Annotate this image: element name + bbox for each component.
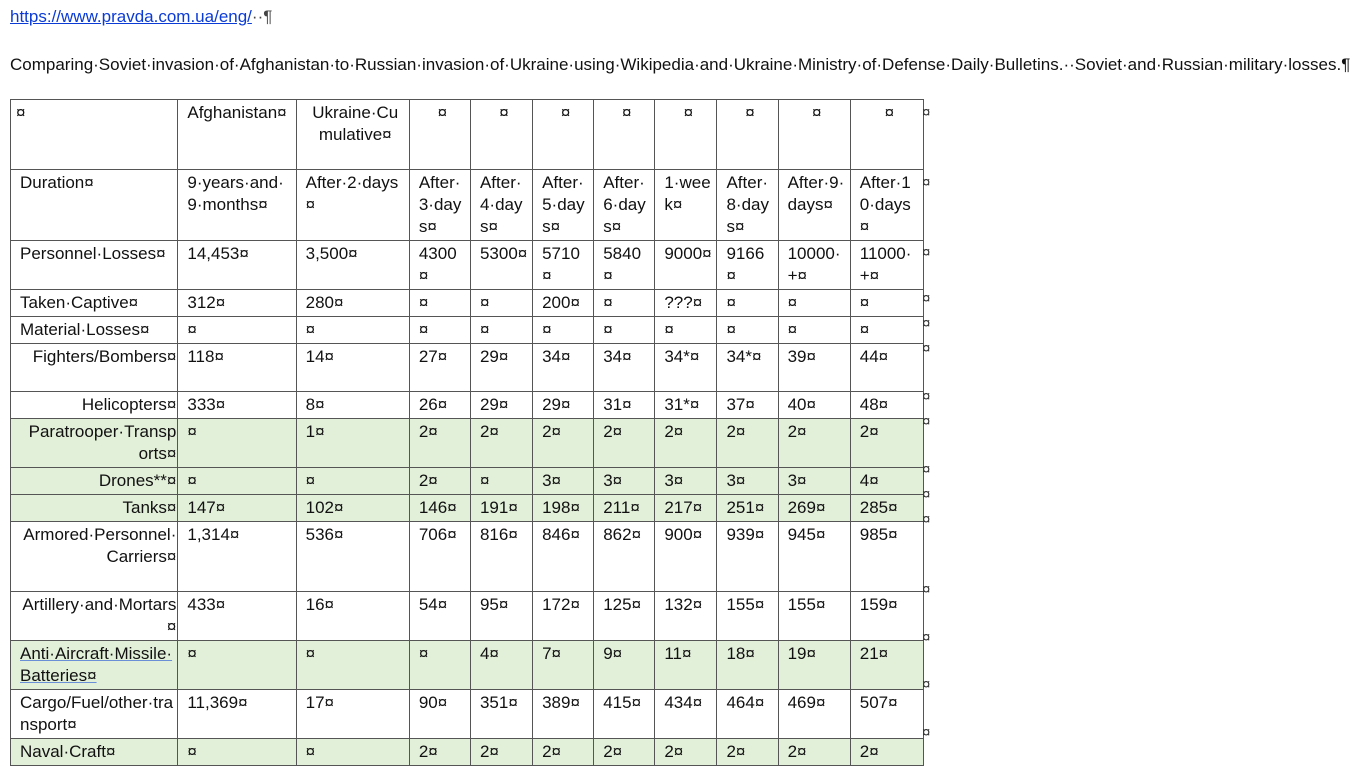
table-cell: 862¤ xyxy=(594,522,655,592)
table-cell: 125¤ xyxy=(594,592,655,641)
table-cell: 2¤ xyxy=(778,739,850,766)
table-cell: 1¤ xyxy=(296,419,409,468)
table-cell: 251¤ xyxy=(717,495,778,522)
table-cell: ¤ xyxy=(178,468,296,495)
table-row-duration xyxy=(11,170,924,241)
table-cell: 469¤ xyxy=(778,690,850,739)
table-cell: 8¤ xyxy=(296,392,409,419)
table-cell: After·10·days¤ xyxy=(850,170,923,241)
table-cell: 9·years·and·9·months¤ xyxy=(178,170,296,241)
table-cell: 34¤ xyxy=(533,344,594,392)
table-cell: ¤ xyxy=(296,317,409,344)
table-cell: After·3·days¤ xyxy=(409,170,470,241)
table-cell: ¤ xyxy=(778,317,850,344)
table-cell: 18¤ xyxy=(717,641,778,690)
losses-table xyxy=(10,99,924,766)
row-label: Drones**¤ xyxy=(11,468,178,495)
table-cell: 147¤ xyxy=(178,495,296,522)
table-cell: 285¤ xyxy=(850,495,923,522)
table-cell: 11,369¤ xyxy=(178,690,296,739)
table-cell: 434¤ xyxy=(655,690,717,739)
row-end-mark: ¤ xyxy=(922,388,931,405)
table-cell: 16¤ xyxy=(296,592,409,641)
row-label: Cargo/Fuel/other·transport¤ xyxy=(11,690,178,739)
table-cell: 95¤ xyxy=(470,592,532,641)
table-cell: 2¤ xyxy=(655,739,717,766)
row-end-mark: ¤ xyxy=(922,629,931,646)
table-cell: 27¤ xyxy=(409,344,470,392)
table-cell: 389¤ xyxy=(533,690,594,739)
table-cell: ¤ xyxy=(717,290,778,317)
table-cell: 17¤ xyxy=(296,690,409,739)
table-cell: 945¤ xyxy=(778,522,850,592)
table-cell: 2¤ xyxy=(717,739,778,766)
table-cell: 26¤ xyxy=(409,392,470,419)
row-label: Artillery·and·Mortars¤ xyxy=(11,592,178,641)
table-cell: 312¤ xyxy=(178,290,296,317)
table-cell: 198¤ xyxy=(533,495,594,522)
table-cell: 507¤ xyxy=(850,690,923,739)
table-cell: 29¤ xyxy=(470,344,532,392)
row-end-mark: ¤ xyxy=(922,104,931,121)
table-cell: 2¤ xyxy=(594,419,655,468)
table-cell: ¤ xyxy=(655,317,717,344)
table-cell: 39¤ xyxy=(778,344,850,392)
table-cell: 40¤ xyxy=(778,392,850,419)
table-cell: 34*¤ xyxy=(717,344,778,392)
table-cell: 132¤ xyxy=(655,592,717,641)
table-cell: 155¤ xyxy=(717,592,778,641)
table-cell: 9¤ xyxy=(594,641,655,690)
row-label: Personnel·Losses¤ xyxy=(11,241,178,290)
table-cell: 146¤ xyxy=(409,495,470,522)
row-label: Fighters/Bombers¤ xyxy=(11,344,178,392)
table-cell: 2¤ xyxy=(409,419,470,468)
table-cell: 172¤ xyxy=(533,592,594,641)
table-cell: 2¤ xyxy=(655,419,717,468)
table-header-row xyxy=(11,100,924,170)
row-end-mark: ¤ xyxy=(922,244,931,261)
row-end-mark: ¤ xyxy=(922,461,931,478)
table-cell: 2¤ xyxy=(470,739,532,766)
table-cell: 2¤ xyxy=(409,468,470,495)
table-row-tanks xyxy=(11,495,924,522)
row-label: Material·Losses¤ xyxy=(11,317,178,344)
table-cell: 846¤ xyxy=(533,522,594,592)
row-end-mark: ¤ xyxy=(922,340,931,357)
table-cell: 269¤ xyxy=(778,495,850,522)
row-label: Paratrooper·Transports¤ xyxy=(11,419,178,468)
table-cell: 1·week¤ xyxy=(655,170,717,241)
row-label: Naval·Craft¤ xyxy=(11,739,178,766)
table-cell: 464¤ xyxy=(717,690,778,739)
table-row-drones xyxy=(11,468,924,495)
table-cell: ¤ xyxy=(850,317,923,344)
row-label: Taken·Captive¤ xyxy=(11,290,178,317)
table-cell: 191¤ xyxy=(470,495,532,522)
table-cell: 536¤ xyxy=(296,522,409,592)
table-cell: 31¤ xyxy=(594,392,655,419)
table-cell: ¤ xyxy=(533,317,594,344)
table-cell: 200¤ xyxy=(533,290,594,317)
table-cell: 2¤ xyxy=(409,739,470,766)
table-cell: 4¤ xyxy=(850,468,923,495)
row-end-mark: ¤ xyxy=(922,581,931,598)
table-cell: ¤ xyxy=(296,739,409,766)
header-cell: Afghanistan¤ xyxy=(178,100,296,170)
table-row-anti-aircraft xyxy=(11,641,924,690)
table-cell: ¤ xyxy=(594,317,655,344)
table-cell: 2¤ xyxy=(850,739,923,766)
table-cell: 939¤ xyxy=(717,522,778,592)
row-end-mark: ¤ xyxy=(922,413,931,430)
table-cell: 155¤ xyxy=(778,592,850,641)
table-cell: 31*¤ xyxy=(655,392,717,419)
table-cell: 29¤ xyxy=(533,392,594,419)
table-cell: 44¤ xyxy=(850,344,923,392)
table-cell: ¤ xyxy=(409,317,470,344)
row-label: Anti·Aircraft·Missile·Batteries¤ xyxy=(11,641,178,690)
table-row-naval xyxy=(11,739,924,766)
header-cell: ¤ xyxy=(470,100,532,170)
header-cell: Ukraine·Cumulative¤ xyxy=(296,100,409,170)
table-cell: 2¤ xyxy=(533,419,594,468)
table-cell: ¤ xyxy=(470,468,532,495)
table-cell: 211¤ xyxy=(594,495,655,522)
table-cell: 2¤ xyxy=(470,419,532,468)
table-cell: ¤ xyxy=(178,317,296,344)
header-cell: ¤ xyxy=(655,100,717,170)
table-cell: 10000·+¤ xyxy=(778,241,850,290)
row-end-mark: ¤ xyxy=(922,511,931,528)
table-cell: 3¤ xyxy=(717,468,778,495)
table-cell: 48¤ xyxy=(850,392,923,419)
table-cell: 4300¤ xyxy=(409,241,470,290)
table-cell: After·5·days¤ xyxy=(533,170,594,241)
table-cell: After·9·days¤ xyxy=(778,170,850,241)
table-cell: After·4·days¤ xyxy=(470,170,532,241)
table-cell: 118¤ xyxy=(178,344,296,392)
table-row-helicopters xyxy=(11,392,924,419)
table-cell: ¤ xyxy=(409,290,470,317)
row-end-mark: ¤ xyxy=(922,486,931,503)
table-cell: ¤ xyxy=(470,317,532,344)
table-cell: 14,453¤ xyxy=(178,241,296,290)
table-cell: ¤ xyxy=(470,290,532,317)
table-cell: 3¤ xyxy=(778,468,850,495)
table-cell: 21¤ xyxy=(850,641,923,690)
table-row-captive xyxy=(11,290,924,317)
table-cell: 3¤ xyxy=(594,468,655,495)
table-row-cargo xyxy=(11,690,924,739)
table-cell: ¤ xyxy=(594,290,655,317)
table-cell: 1,314¤ xyxy=(178,522,296,592)
table-cell: ¤ xyxy=(296,641,409,690)
table-cell: ¤ xyxy=(850,290,923,317)
row-end-mark: ¤ xyxy=(922,676,931,693)
table-cell: ¤ xyxy=(296,468,409,495)
table-cell: 3¤ xyxy=(655,468,717,495)
table-cell: 985¤ xyxy=(850,522,923,592)
source-link[interactable]: https://www.pravda.com.ua/eng/ xyxy=(10,7,252,26)
table-cell: After·2·days¤ xyxy=(296,170,409,241)
table-row-fighters xyxy=(11,344,924,392)
table-cell: 159¤ xyxy=(850,592,923,641)
table-row-personnel xyxy=(11,241,924,290)
table-cell: 37¤ xyxy=(717,392,778,419)
table-cell: 217¤ xyxy=(655,495,717,522)
table-cell: 9000¤ xyxy=(655,241,717,290)
table-cell: 54¤ xyxy=(409,592,470,641)
row-label: Helicopters¤ xyxy=(11,392,178,419)
table-cell: 816¤ xyxy=(470,522,532,592)
table-cell: 14¤ xyxy=(296,344,409,392)
header-cell: ¤ xyxy=(778,100,850,170)
header-cell: ¤ xyxy=(717,100,778,170)
table-cell: 5710¤ xyxy=(533,241,594,290)
table-cell: 2¤ xyxy=(594,739,655,766)
table-cell: 2¤ xyxy=(717,419,778,468)
row-end-mark: ¤ xyxy=(922,174,931,191)
table-cell: After·8·days¤ xyxy=(717,170,778,241)
table-cell: ???¤ xyxy=(655,290,717,317)
table-cell: 19¤ xyxy=(778,641,850,690)
table-cell: ¤ xyxy=(409,641,470,690)
table-cell: 34*¤ xyxy=(655,344,717,392)
table-cell: 433¤ xyxy=(178,592,296,641)
table-cell: 5300¤ xyxy=(470,241,532,290)
header-cell: ¤ xyxy=(11,100,178,170)
table-cell: 3,500¤ xyxy=(296,241,409,290)
table-cell: 29¤ xyxy=(470,392,532,419)
header-cell: ¤ xyxy=(594,100,655,170)
table-cell: 3¤ xyxy=(533,468,594,495)
table-cell: 2¤ xyxy=(533,739,594,766)
table-row-material xyxy=(11,317,924,344)
table-cell: 7¤ xyxy=(533,641,594,690)
table-cell: 9166¤ xyxy=(717,241,778,290)
row-label: Armored·Personnel·Carriers¤ xyxy=(11,522,178,592)
formatting-marks: ··¶ xyxy=(251,7,273,26)
table-cell: 351¤ xyxy=(470,690,532,739)
header-cell: ¤ xyxy=(850,100,923,170)
table-cell: 280¤ xyxy=(296,290,409,317)
table-cell: 90¤ xyxy=(409,690,470,739)
table-cell: After·6·days¤ xyxy=(594,170,655,241)
row-end-mark: ¤ xyxy=(922,315,931,332)
table-cell: ¤ xyxy=(178,739,296,766)
table-cell: 333¤ xyxy=(178,392,296,419)
row-end-mark: ¤ xyxy=(922,724,931,741)
table-cell: 2¤ xyxy=(778,419,850,468)
table-row-apc xyxy=(11,522,924,592)
table-cell: 4¤ xyxy=(470,641,532,690)
table-cell: 900¤ xyxy=(655,522,717,592)
source-link-line xyxy=(10,6,272,28)
table-cell: 2¤ xyxy=(850,419,923,468)
header-cell: ¤ xyxy=(409,100,470,170)
table-cell: 11000·+¤ xyxy=(850,241,923,290)
header-cell: ¤ xyxy=(533,100,594,170)
table-cell: ¤ xyxy=(178,641,296,690)
table-row-artillery xyxy=(11,592,924,641)
table-cell: 34¤ xyxy=(594,344,655,392)
row-end-mark: ¤ xyxy=(922,290,931,307)
table-cell: ¤ xyxy=(178,419,296,468)
table-cell: 102¤ xyxy=(296,495,409,522)
table-row-paratrooper xyxy=(11,419,924,468)
table-cell: 415¤ xyxy=(594,690,655,739)
row-label: Tanks¤ xyxy=(11,495,178,522)
intro-paragraph: Comparing·Soviet·invasion·of·Afghanistan·to·Russian·invasion·of·Ukraine·using·Wikipedia·and·Ukraine·Ministry·of·Defense·Daily·Bulletins.··Soviet·and·Russian·military·losses.¶ xyxy=(10,55,1350,74)
row-label: Duration¤ xyxy=(11,170,178,241)
table-cell: 5840¤ xyxy=(594,241,655,290)
table-cell: ¤ xyxy=(717,317,778,344)
table-cell: ¤ xyxy=(778,290,850,317)
table-cell: 11¤ xyxy=(655,641,717,690)
table-cell: 706¤ xyxy=(409,522,470,592)
